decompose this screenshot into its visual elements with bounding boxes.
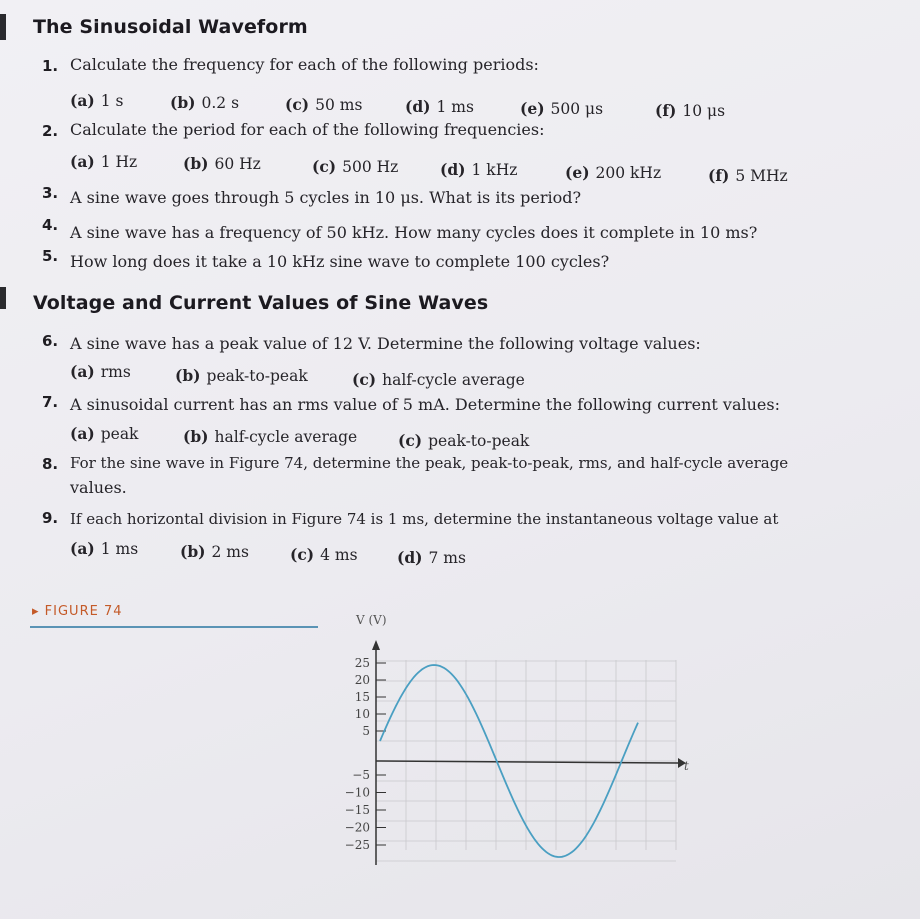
question-text: If each horizontal division in Figure 74 is 1 ms, determine the instantaneous voltage value at bbox=[70, 510, 779, 528]
section-heading: The Sinusoidal Waveform bbox=[33, 16, 308, 38]
question-text: For the sine wave in Figure 74, determine the peak, peak-to-peak, rms, and half-cycle average bbox=[70, 454, 789, 472]
answer-option: (b) half-cycle average bbox=[183, 427, 358, 446]
question-number: 8. bbox=[42, 455, 59, 473]
section-heading: Voltage and Current Values of Sine Waves bbox=[33, 292, 489, 314]
answer-option: (d) 1 ms bbox=[405, 97, 474, 116]
question-number: 3. bbox=[42, 184, 59, 202]
answer-option: (b) peak-to-peak bbox=[175, 366, 308, 385]
answer-option: (a) 1 Hz bbox=[70, 152, 138, 171]
answer-option: (b) 2 ms bbox=[180, 542, 249, 561]
answer-option: (a) 1 s bbox=[70, 91, 124, 110]
question-number: 4. bbox=[42, 216, 59, 234]
y-axis-label: V (V) bbox=[356, 613, 387, 627]
y-tick-label: 5 bbox=[362, 724, 370, 738]
question-text: A sine wave has a frequency of 50 kHz. How many cycles does it complete in 10 ms? bbox=[70, 223, 758, 242]
y-tick-labels bbox=[345, 656, 386, 852]
question-number: 1. bbox=[42, 57, 59, 75]
answer-option: (a) 1 ms bbox=[70, 539, 139, 558]
answer-option: (f) 5 MHz bbox=[708, 166, 788, 185]
answer-option: (f) 10 μs bbox=[655, 101, 726, 120]
y-tick-label: 15 bbox=[354, 690, 370, 704]
y-tick-label: −15 bbox=[344, 803, 370, 817]
question-text: A sine wave has a peak value of 12 V. Determine the following voltage values: bbox=[70, 334, 701, 353]
question-text: A sine wave goes through 5 cycles in 10 μs. What is its period? bbox=[70, 188, 582, 207]
y-tick-label: −10 bbox=[344, 785, 370, 800]
answer-option: (d) 1 kHz bbox=[440, 160, 518, 179]
y-tick-label: 10 bbox=[354, 707, 370, 721]
y-tick-label: 25 bbox=[354, 656, 370, 670]
figure-label: ▸ FIGURE 74 bbox=[32, 604, 123, 619]
answer-option: (b) 0.2 s bbox=[170, 93, 240, 112]
answer-option: (d) 7 ms bbox=[397, 548, 466, 567]
question-text: Calculate the period for each of the following frequencies: bbox=[70, 120, 545, 139]
question-number: 6. bbox=[42, 332, 59, 350]
y-tick-label: −20 bbox=[344, 820, 370, 835]
answer-option: (c) half-cycle average bbox=[352, 370, 525, 389]
question-number: 5. bbox=[42, 247, 59, 265]
answer-option: (c) peak-to-peak bbox=[398, 431, 530, 450]
question-number: 9. bbox=[42, 509, 59, 527]
answer-option: (c) 4 ms bbox=[290, 545, 358, 564]
question-text: How long does it take a 10 kHz sine wave to complete 100 cycles? bbox=[70, 252, 610, 271]
question-text: A sinusoidal current has an rms value of 5 mA. Determine the following current values: bbox=[70, 395, 780, 414]
question-number: 7. bbox=[42, 393, 59, 411]
y-tick-label: −5 bbox=[352, 768, 370, 782]
answer-option: (b) 60 Hz bbox=[183, 154, 261, 173]
answer-option: (e) 200 kHz bbox=[565, 163, 662, 182]
y-axis-arrow bbox=[372, 640, 380, 650]
answer-option: (a) peak bbox=[70, 424, 139, 443]
answer-option: (a) rms bbox=[70, 362, 131, 381]
question-text: Calculate the frequency for each of the following periods: bbox=[70, 55, 539, 74]
question-number: 2. bbox=[42, 122, 59, 140]
y-tick-label: 20 bbox=[354, 673, 370, 687]
answer-option: (c) 500 Hz bbox=[312, 157, 399, 176]
answer-option: (e) 500 μs bbox=[520, 99, 604, 118]
x-axis-label: t bbox=[684, 759, 689, 773]
answer-option: (c) 50 ms bbox=[285, 95, 363, 114]
question-text-continued: values. bbox=[70, 478, 127, 497]
y-tick-label: −25 bbox=[344, 838, 370, 852]
figure-grid bbox=[376, 660, 676, 861]
